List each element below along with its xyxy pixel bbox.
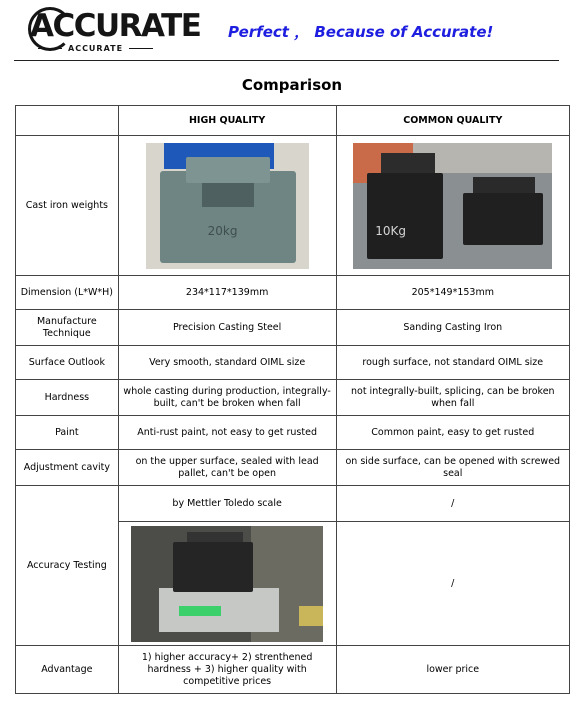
green-cast-iron-weight-photo — [146, 143, 309, 269]
accurate-logo — [30, 8, 201, 53]
mettler-toledo-scale-photo — [131, 526, 323, 642]
header-cell-blank — [16, 106, 119, 136]
row-label: Surface Outlook — [16, 346, 119, 380]
common-quality-cell: / — [336, 522, 569, 646]
table-row — [16, 276, 570, 310]
black-cast-iron-weights-photo — [353, 143, 552, 269]
high-quality-cell: whole casting during production, integrally-built, can't be broken when fall — [118, 380, 336, 416]
row-label: Cast iron weights — [16, 136, 119, 276]
row-label: Manufacture Technique — [16, 310, 119, 346]
common-quality-cell: not integrally-built, splicing, can be broken when fall — [336, 380, 569, 416]
black-weight-label: 10Kg — [375, 223, 407, 238]
header-divider — [14, 60, 559, 61]
high-quality-cell: on the upper surface, sealed with lead pallet, can't be open — [118, 450, 336, 486]
table-row — [16, 346, 570, 380]
high-quality-cell: by Mettler Toledo scale — [118, 486, 336, 522]
common-quality-cell — [336, 136, 569, 276]
row-label: Adjustment cavity — [16, 450, 119, 486]
common-quality-cell: Sanding Casting Iron — [336, 310, 569, 346]
row-label: Hardness — [16, 380, 119, 416]
common-quality-cell: 205*149*153mm — [336, 276, 569, 310]
row-label: Accuracy Testing — [16, 486, 119, 646]
table-row — [16, 416, 570, 450]
common-quality-cell: lower price — [336, 646, 569, 694]
page-title: Comparison — [241, 76, 343, 94]
page-header — [0, 0, 584, 64]
comparison-table — [15, 105, 570, 694]
common-quality-cell: on side surface, can be opened with screwed seal — [336, 450, 569, 486]
row-label: Dimension (L*W*H) — [16, 276, 119, 310]
high-quality-cell: Very smooth, standard OIML size — [118, 346, 336, 380]
high-quality-cell: 1) higher accuracy+ 2) strenthened hardness + 3) higher quality with competitive prices — [118, 646, 336, 694]
table-row — [16, 380, 570, 416]
common-quality-cell: / — [336, 486, 569, 522]
table-row — [16, 450, 570, 486]
logo-subtext: ACCURATE — [68, 44, 124, 53]
high-quality-cell: Anti-rust paint, not easy to get rusted — [118, 416, 336, 450]
high-quality-cell — [118, 522, 336, 646]
table-row — [16, 136, 570, 276]
logo-swoosh-icon — [28, 7, 72, 51]
table-row — [16, 486, 570, 522]
logo-wordmark: ACCURATE — [30, 9, 178, 43]
row-label: Advantage — [16, 646, 119, 694]
table-row — [16, 646, 570, 694]
common-quality-cell: Common paint, easy to get rusted — [336, 416, 569, 450]
header-cell-common-quality: COMMON QUALITY — [336, 106, 569, 136]
table-header-row — [16, 106, 570, 136]
table-row — [16, 310, 570, 346]
header-cell-high-quality: HIGH QUALITY — [118, 106, 336, 136]
high-quality-cell: Precision Casting Steel — [118, 310, 336, 346]
common-quality-cell: rough surface, not standard OIML size — [336, 346, 569, 380]
row-label: Paint — [16, 416, 119, 450]
high-quality-cell: 234*117*139mm — [118, 276, 336, 310]
green-weight-label: 20kg — [207, 223, 238, 238]
high-quality-cell — [118, 136, 336, 276]
slogan: Perfect ， Because of Accurate! — [228, 23, 494, 41]
